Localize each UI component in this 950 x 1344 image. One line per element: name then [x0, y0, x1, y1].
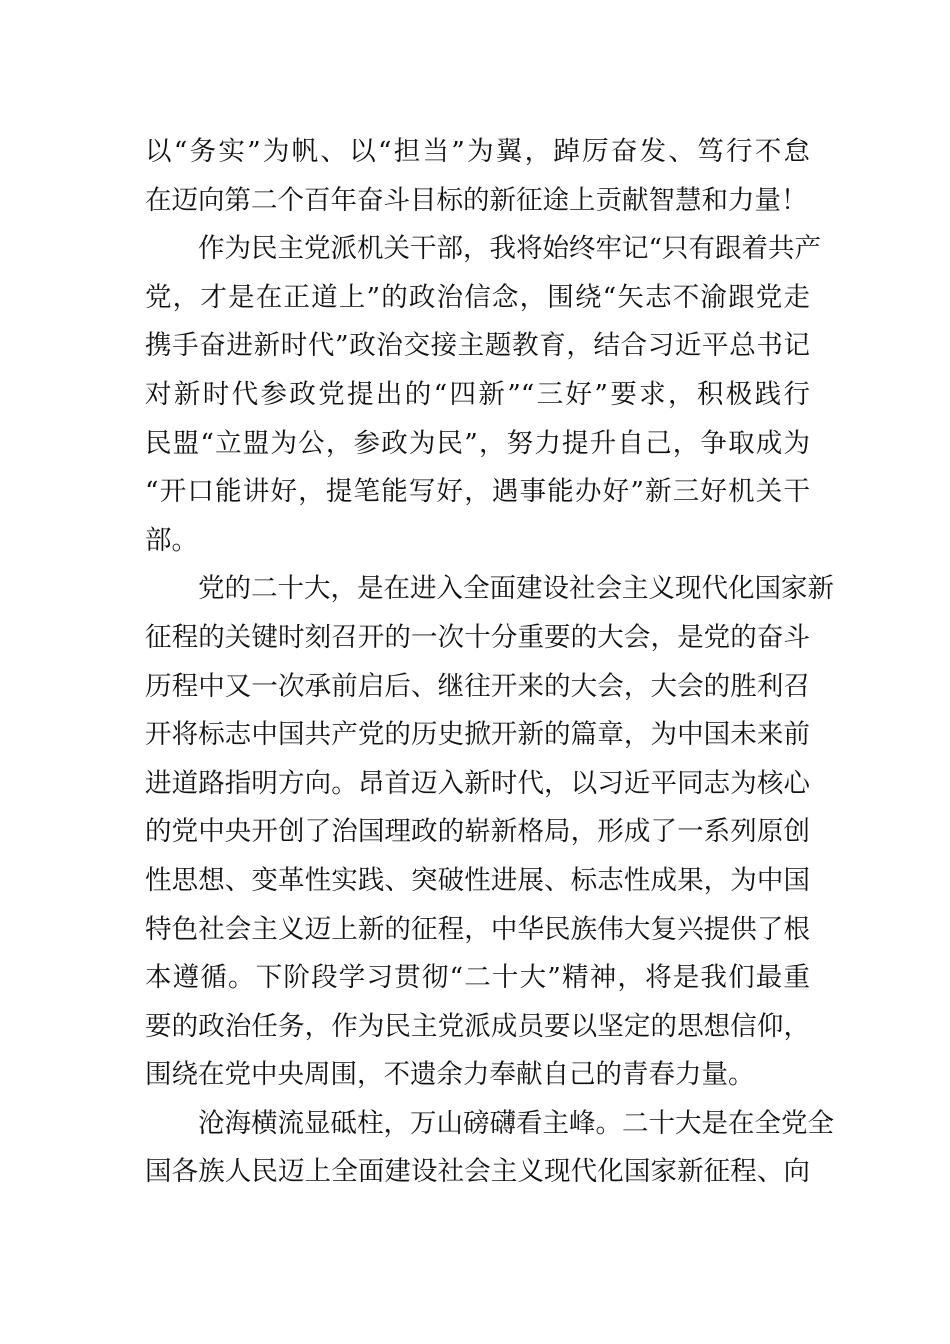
paragraph-2-line-1: 作为民主党派机关干部，我将始终牢记“只有跟着共产: [145, 233, 822, 265]
document-body: [145, 128, 834, 1197]
paragraph-2-line-5: 民盟“立盟为公，参政为民”，努力提升自己，争取成为: [145, 427, 810, 459]
paragraph-3-line-10: 要的政治任务，作为民主党派成员要以坚定的思想信仰，: [145, 1010, 810, 1042]
paragraph-3-line-3: 历程中又一次承前启后、继往开来的大会，大会的胜利召: [145, 670, 810, 702]
paragraph-3-line-11: 围绕在党中央周围，不遗余力奉献自己的青春力量。: [145, 1059, 755, 1091]
paragraph-2-line-2: 党，才是在正道上”的政治信念，围绕“矢志不渝跟党走: [145, 281, 810, 313]
paragraph-3-line-8: 特色社会主义迈上新的征程，中华民族伟大复兴提供了根: [145, 913, 810, 945]
paragraph-3-line-4: 开将标志中国共产党的历史掀开新的篇章，为中国未来前: [145, 719, 810, 751]
paragraph-4-line-2: 国各族人民迈上全面建设社会主义现代化国家新征程、向: [145, 1156, 810, 1188]
paragraph-3-line-5: 进道路指明方向。昂首迈入新时代，以习近平同志为核心: [145, 767, 810, 799]
paragraph-2-line-6: “开口能讲好，提笔能写好，遇事能办好”新三好机关干: [145, 476, 810, 508]
paragraph-3-line-6: 的党中央开创了治国理政的崭新格局，形成了一系列原创: [145, 816, 810, 848]
paragraph-2-line-7: 部。: [145, 524, 198, 556]
paragraph-1-line-1: 以“务实”为帆、以“担当”为翼，踔厉奋发、笃行不怠: [145, 136, 810, 167]
paragraph-1-line-2: 在迈向第二个百年奋斗目标的新征途上贡献智慧和力量！: [145, 184, 808, 216]
paragraph-4-line-1: 沧海横流显砥柱，万山磅礴看主峰。二十大是在全党全: [145, 1107, 834, 1139]
paragraph-3-line-7: 性思想、变革性实践、突破性进展、标志性成果，为中国: [145, 864, 810, 896]
paragraph-3-line-1: 党的二十大，是在进入全面建设社会主义现代化国家新: [145, 573, 834, 605]
paragraph-3-line-9: 本遵循。下阶段学习贯彻“二十大”精神，将是我们最重: [145, 962, 810, 994]
paragraph-2-line-4: 对新时代参政党提出的“四新”“三好”要求，积极践行: [145, 378, 810, 410]
paragraph-2-line-3: 携手奋进新时代”政治交接主题教育，结合习近平总书记: [145, 330, 810, 362]
paragraph-3-line-2: 征程的关键时刻召开的一次十分重要的大会，是党的奋斗: [145, 621, 810, 653]
